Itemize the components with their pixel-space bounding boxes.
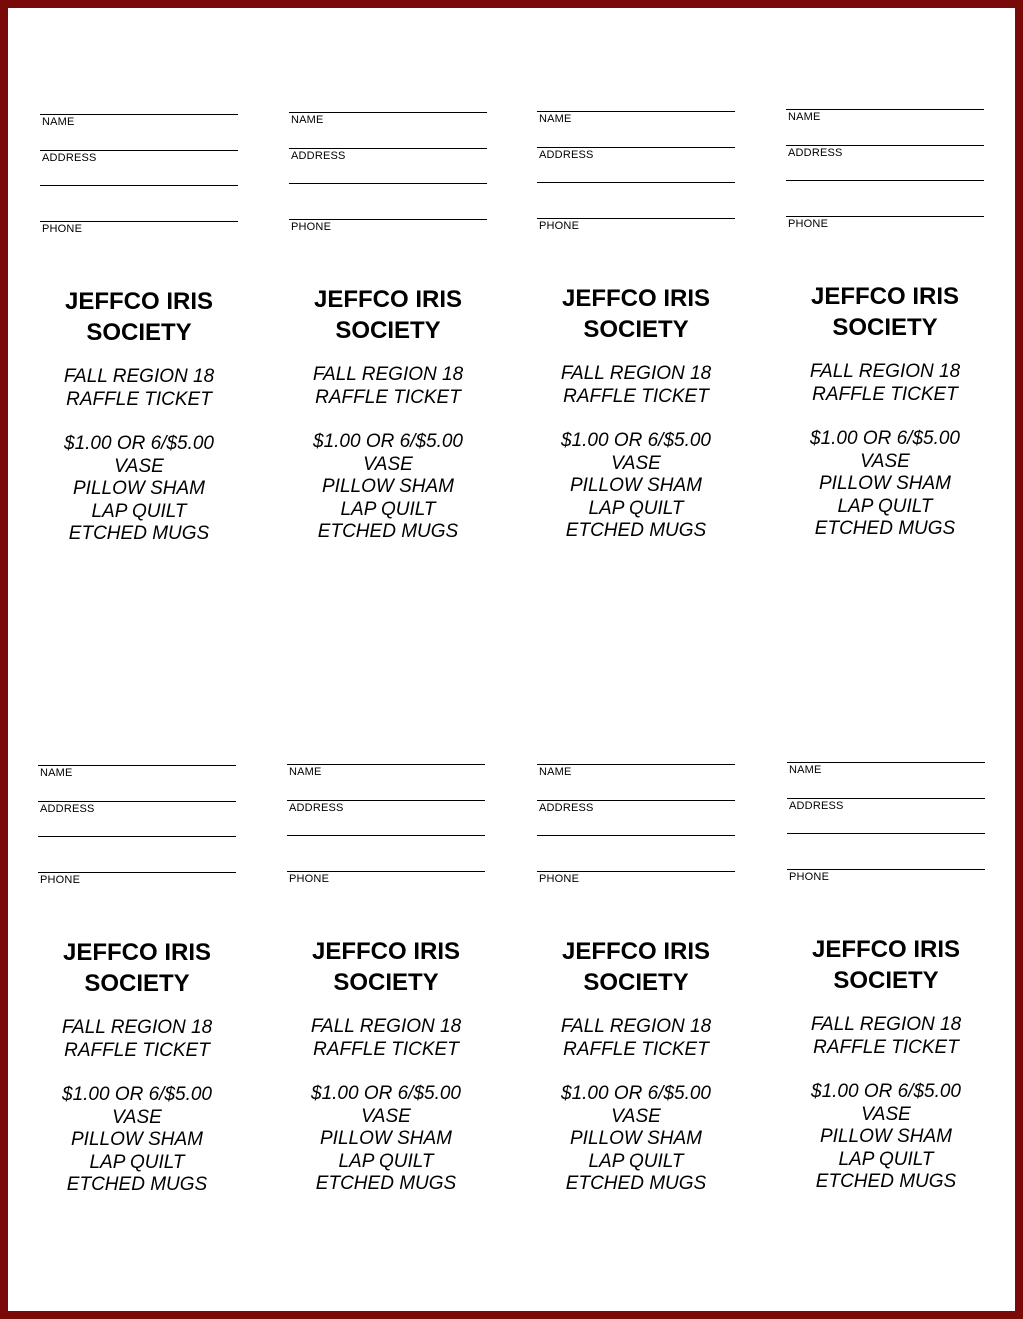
name-line — [537, 764, 735, 765]
prize-item: ETCHED MUGS — [565, 520, 707, 541]
address-field[interactable] — [786, 145, 984, 159]
organization-name — [767, 934, 1005, 996]
ticket-price: $1.00 OR 6/$5.00 — [810, 428, 960, 449]
price-and-prizes — [20, 433, 258, 546]
name-line — [537, 111, 735, 112]
ticket-price: $1.00 OR 6/$5.00 — [561, 1083, 711, 1104]
event-title — [517, 363, 755, 408]
name-label: NAME — [788, 111, 821, 123]
event-line-1: FALL REGION 18 — [809, 361, 961, 382]
prize-item: ETCHED MUGS — [66, 1174, 208, 1195]
org-line-2: SOCIETY — [583, 969, 689, 996]
phone-line — [787, 869, 985, 870]
address-line — [289, 148, 487, 149]
name-field[interactable] — [289, 112, 487, 126]
phone-field[interactable] — [40, 221, 238, 235]
event-line-1: FALL REGION 18 — [61, 1017, 213, 1038]
address-label: ADDRESS — [42, 152, 97, 164]
prize-item: PILLOW SHAM — [820, 1126, 952, 1147]
event-line-2: RAFFLE TICKET — [812, 383, 958, 405]
event-line-1: FALL REGION 18 — [312, 364, 464, 385]
event-line-2: RAFFLE TICKET — [563, 1038, 709, 1060]
prize-item: LAP QUILT — [340, 498, 436, 520]
phone-line — [40, 221, 238, 222]
ticket-price: $1.00 OR 6/$5.00 — [811, 1081, 961, 1102]
event-line-2: RAFFLE TICKET — [66, 388, 212, 410]
phone-line — [786, 216, 984, 217]
price-and-prizes — [766, 428, 1004, 541]
prize-item: VASE — [112, 1106, 162, 1128]
org-line-2: SOCIETY — [832, 314, 938, 341]
ticket-price: $1.00 OR 6/$5.00 — [313, 431, 463, 452]
prize-item: LAP QUILT — [588, 497, 684, 519]
org-line-1: JEFFCO IRIS — [313, 286, 463, 313]
name-field[interactable] — [537, 111, 735, 125]
org-line-1: JEFFCO IRIS — [561, 285, 711, 312]
prize-item: LAP QUILT — [588, 1150, 684, 1172]
address-second-line — [537, 182, 735, 183]
address-second-line-field[interactable] — [786, 180, 984, 181]
event-title — [267, 1016, 505, 1061]
address-label: ADDRESS — [539, 149, 594, 161]
event-line-2: RAFFLE TICKET — [313, 1038, 459, 1060]
address-line — [786, 145, 984, 146]
event-line-1: FALL REGION 18 — [560, 363, 712, 384]
organization-name — [20, 286, 258, 348]
address-line — [787, 798, 985, 799]
address-label: ADDRESS — [539, 802, 594, 814]
price-and-prizes — [18, 1084, 256, 1197]
prize-item: ETCHED MUGS — [317, 521, 459, 542]
phone-label: PHONE — [40, 874, 81, 886]
address-second-line — [38, 836, 236, 837]
name-label: NAME — [789, 764, 822, 776]
address-field[interactable] — [537, 800, 735, 814]
prize-item: PILLOW SHAM — [819, 473, 951, 494]
prize-item: ETCHED MUGS — [815, 1171, 957, 1192]
org-line-1: JEFFCO IRIS — [311, 938, 461, 965]
prize-item: PILLOW SHAM — [71, 1129, 203, 1150]
prize-item: PILLOW SHAM — [570, 475, 702, 496]
name-label: NAME — [291, 114, 324, 126]
event-line-1: FALL REGION 18 — [310, 1016, 462, 1037]
phone-field[interactable] — [537, 218, 735, 232]
organization-name — [766, 281, 1004, 343]
name-line — [787, 762, 985, 763]
ticket-price: $1.00 OR 6/$5.00 — [62, 1084, 212, 1105]
address-line — [537, 800, 735, 801]
phone-label: PHONE — [789, 871, 830, 883]
address-label: ADDRESS — [291, 150, 346, 162]
prize-item: LAP QUILT — [338, 1150, 434, 1172]
phone-label: PHONE — [539, 220, 580, 232]
prize-item: LAP QUILT — [838, 1148, 934, 1170]
org-line-2: SOCIETY — [583, 316, 689, 343]
name-field[interactable] — [537, 764, 735, 778]
phone-line — [537, 218, 735, 219]
address-line — [38, 801, 236, 802]
prize-item: PILLOW SHAM — [570, 1128, 702, 1149]
address-label: ADDRESS — [40, 803, 95, 815]
address-label: ADDRESS — [289, 802, 344, 814]
prize-item: VASE — [860, 450, 910, 472]
name-line — [289, 112, 487, 113]
phone-field[interactable] — [289, 219, 487, 233]
name-field[interactable] — [38, 765, 236, 779]
address-second-line-field[interactable] — [537, 182, 735, 183]
prize-item: VASE — [611, 1105, 661, 1127]
organization-name — [517, 936, 755, 998]
address-second-line-field[interactable] — [40, 185, 238, 186]
organization-name — [18, 937, 256, 999]
address-field[interactable] — [40, 150, 238, 164]
phone-label: PHONE — [291, 221, 332, 233]
prize-item: ETCHED MUGS — [68, 523, 210, 544]
event-title — [517, 1016, 755, 1061]
org-line-2: SOCIETY — [833, 967, 939, 994]
name-label: NAME — [539, 113, 572, 125]
org-line-2: SOCIETY — [84, 970, 190, 997]
name-line — [38, 765, 236, 766]
org-line-2: SOCIETY — [335, 317, 441, 344]
event-line-2: RAFFLE TICKET — [813, 1036, 959, 1058]
ticket-price: $1.00 OR 6/$5.00 — [64, 433, 214, 454]
org-line-2: SOCIETY — [86, 319, 192, 346]
address-second-line-field[interactable] — [289, 183, 487, 184]
prize-item: LAP QUILT — [837, 495, 933, 517]
event-title — [269, 364, 507, 409]
price-and-prizes — [517, 430, 755, 543]
org-line-1: JEFFCO IRIS — [811, 936, 961, 963]
org-line-1: JEFFCO IRIS — [64, 288, 214, 315]
address-second-line — [787, 833, 985, 834]
name-label: NAME — [539, 766, 572, 778]
organization-name — [269, 284, 507, 346]
phone-label: PHONE — [788, 218, 829, 230]
address-second-line-field[interactable] — [787, 833, 985, 834]
event-line-1: FALL REGION 18 — [810, 1014, 962, 1035]
address-field[interactable] — [38, 801, 236, 815]
address-label: ADDRESS — [788, 147, 843, 159]
phone-line — [287, 871, 485, 872]
prize-item: PILLOW SHAM — [322, 476, 454, 497]
address-line — [287, 800, 485, 801]
phone-label: PHONE — [42, 223, 83, 235]
ticket-price: $1.00 OR 6/$5.00 — [311, 1083, 461, 1104]
prize-item: VASE — [611, 452, 661, 474]
name-field[interactable] — [786, 109, 984, 123]
phone-line — [537, 871, 735, 872]
address-field[interactable] — [787, 798, 985, 812]
prize-item: VASE — [114, 455, 164, 477]
name-field[interactable] — [787, 762, 985, 776]
event-title — [18, 1017, 256, 1062]
name-label: NAME — [289, 766, 322, 778]
org-line-1: JEFFCO IRIS — [561, 938, 711, 965]
event-line-1: FALL REGION 18 — [63, 366, 215, 387]
event-title — [20, 366, 258, 411]
prize-item: VASE — [363, 453, 413, 475]
phone-field[interactable] — [38, 872, 236, 886]
organization-name — [267, 936, 505, 998]
event-line-1: FALL REGION 18 — [560, 1016, 712, 1037]
phone-label: PHONE — [289, 873, 330, 885]
address-second-line — [537, 835, 735, 836]
prize-item: VASE — [361, 1105, 411, 1127]
address-second-line-field[interactable] — [38, 836, 236, 837]
address-field[interactable] — [289, 148, 487, 162]
address-second-line-field[interactable] — [537, 835, 735, 836]
phone-field[interactable] — [287, 871, 485, 885]
address-second-line — [289, 183, 487, 184]
event-line-2: RAFFLE TICKET — [64, 1039, 210, 1061]
org-line-1: JEFFCO IRIS — [62, 939, 212, 966]
event-title — [766, 361, 1004, 406]
phone-field[interactable] — [787, 869, 985, 883]
phone-field[interactable] — [537, 871, 735, 885]
price-and-prizes — [767, 1081, 1005, 1194]
org-line-2: SOCIETY — [333, 969, 439, 996]
name-field[interactable] — [40, 114, 238, 128]
ticket-price: $1.00 OR 6/$5.00 — [561, 430, 711, 451]
prize-item: PILLOW SHAM — [320, 1128, 452, 1149]
organization-name — [517, 283, 755, 345]
name-label: NAME — [40, 767, 73, 779]
phone-line — [289, 219, 487, 220]
event-line-2: RAFFLE TICKET — [563, 385, 709, 407]
address-label: ADDRESS — [789, 800, 844, 812]
address-second-line — [40, 185, 238, 186]
prize-item: ETCHED MUGS — [814, 518, 956, 539]
address-second-line — [287, 835, 485, 836]
prize-item: LAP QUILT — [91, 500, 187, 522]
event-title — [767, 1014, 1005, 1059]
address-field[interactable] — [537, 147, 735, 161]
name-line — [40, 114, 238, 115]
prize-item: ETCHED MUGS — [565, 1173, 707, 1194]
address-field[interactable] — [287, 800, 485, 814]
prize-item: ETCHED MUGS — [315, 1173, 457, 1194]
address-second-line — [786, 180, 984, 181]
prize-item: PILLOW SHAM — [73, 478, 205, 499]
org-line-1: JEFFCO IRIS — [810, 283, 960, 310]
prize-item: LAP QUILT — [89, 1151, 185, 1173]
phone-label: PHONE — [539, 873, 580, 885]
address-line — [537, 147, 735, 148]
phone-field[interactable] — [786, 216, 984, 230]
name-field[interactable] — [287, 764, 485, 778]
event-line-2: RAFFLE TICKET — [315, 386, 461, 408]
name-line — [786, 109, 984, 110]
phone-line — [38, 872, 236, 873]
address-line — [40, 150, 238, 151]
price-and-prizes — [267, 1083, 505, 1196]
price-and-prizes — [269, 431, 507, 544]
price-and-prizes — [517, 1083, 755, 1196]
name-line — [287, 764, 485, 765]
address-second-line-field[interactable] — [287, 835, 485, 836]
prize-item: VASE — [861, 1103, 911, 1125]
name-label: NAME — [42, 116, 75, 128]
